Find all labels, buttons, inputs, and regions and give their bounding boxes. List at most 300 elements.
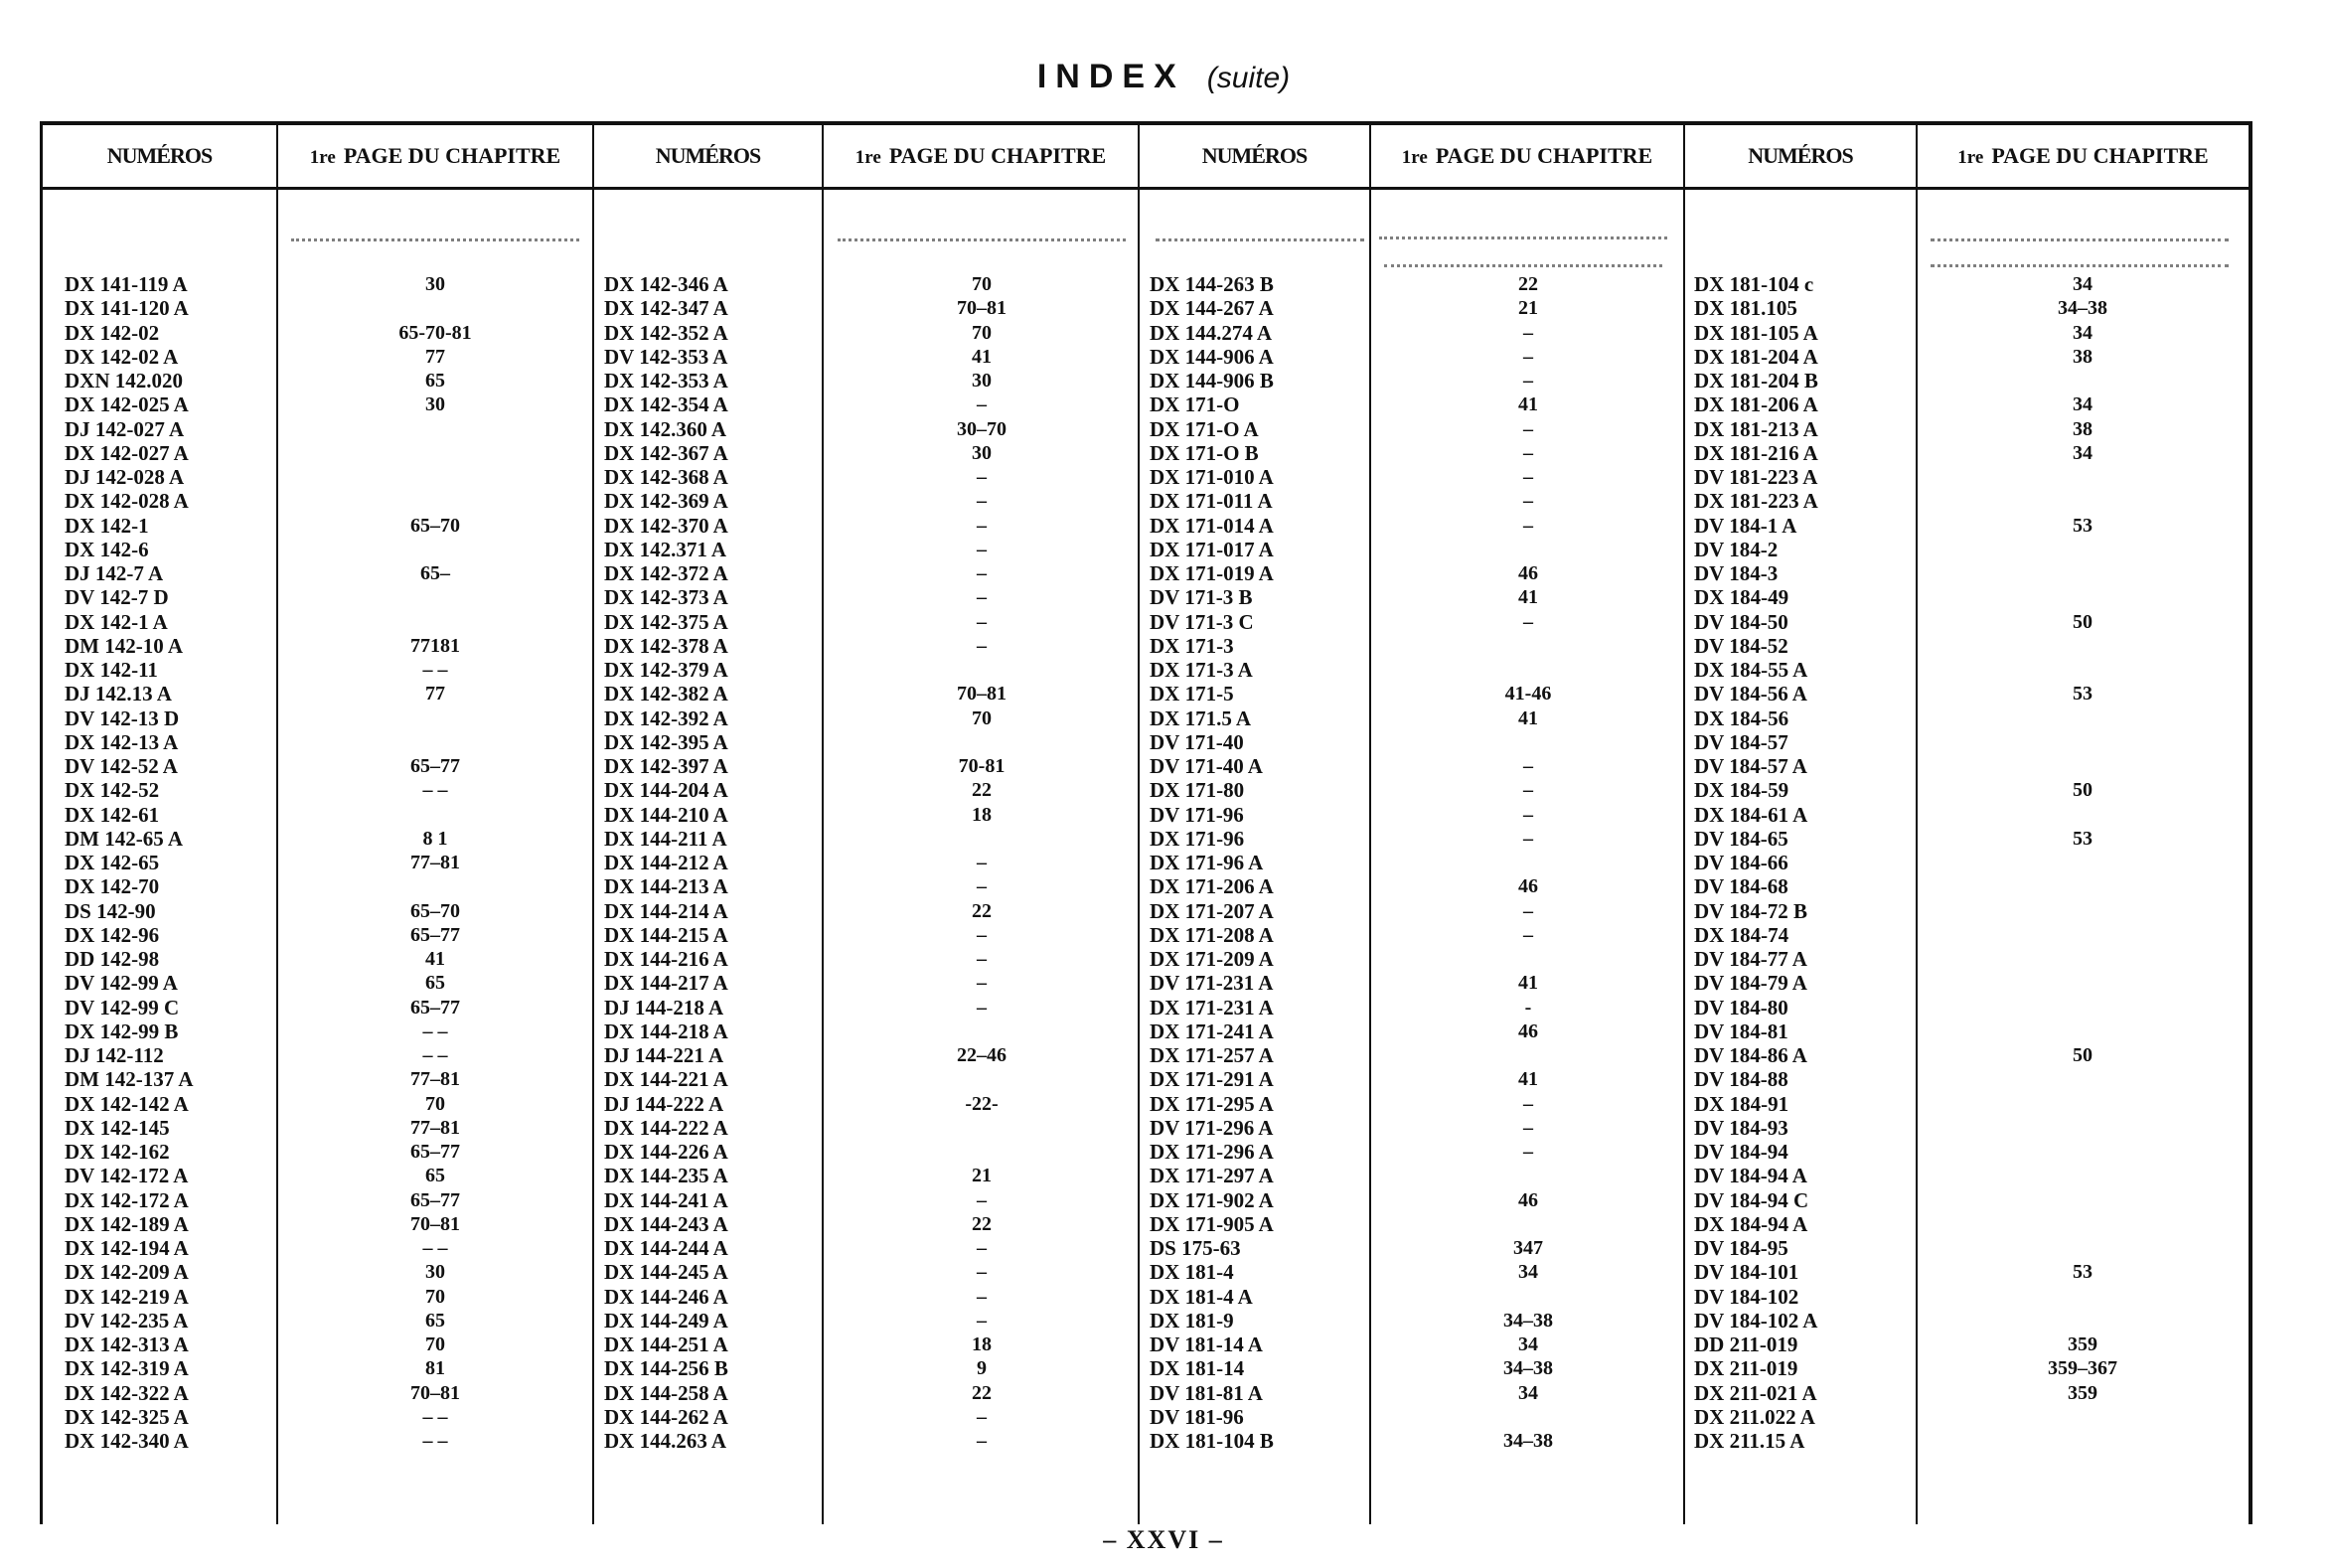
index-entry-number: DV 184-102 xyxy=(1694,1284,1799,1309)
index-entry-page: – xyxy=(1523,321,1533,344)
header-page-label: PAGE DU CHAPITRE xyxy=(1435,143,1653,168)
index-entry-page: 70-81 xyxy=(958,755,1006,777)
index-entry-page xyxy=(281,417,589,441)
index-entry-number: DX 142-352 A xyxy=(604,320,728,345)
index-entry-number: DV 142-52 A xyxy=(65,754,178,778)
index-entry-number: DX 181-9 xyxy=(1150,1308,1234,1333)
index-entry-number: DX 171-O A xyxy=(1150,416,1259,441)
index-entry-page: 41 xyxy=(972,345,992,368)
index-entry-number: DX 141-120 A xyxy=(65,296,189,321)
index-entry-number: DX 142-6 xyxy=(65,537,149,561)
index-entry-number: DM 142-137 A xyxy=(65,1067,194,1092)
column-divider xyxy=(592,125,594,1524)
index-entry-number: DM 142-10 A xyxy=(65,633,183,658)
index-entry-page: – xyxy=(1523,1141,1533,1163)
index-entry-number: DX 171-O B xyxy=(1150,440,1259,465)
index-entry-page xyxy=(1921,1405,2245,1429)
index-entry-number: DX 181-104 B xyxy=(1150,1429,1274,1453)
index-entry-number: DX 142-209 A xyxy=(65,1260,189,1285)
index-entry-number: DV 184-72 B xyxy=(1694,898,1807,923)
index-entry-number: DX 144-906 A xyxy=(1150,344,1274,369)
index-entry-page xyxy=(1921,851,2245,874)
index-entry-number: DX 181-4 xyxy=(1150,1260,1234,1285)
index-entry-number: DX 142-395 A xyxy=(604,729,728,754)
index-entry-page: 65–70 xyxy=(410,899,460,922)
index-entry-number: DX 142-375 A xyxy=(604,609,728,634)
header-page-label: PAGE DU CHAPITRE xyxy=(343,143,561,168)
index-entry-number: DV 171-96 xyxy=(1150,802,1244,827)
index-entry-number: DV 171-3 C xyxy=(1150,609,1254,634)
index-entry-number: DX 144.263 A xyxy=(604,1429,727,1453)
index-entry-number: DX 171-5 xyxy=(1150,682,1234,706)
index-entry-number: DV 171-3 B xyxy=(1150,585,1253,610)
index-entry-number: DX 144-210 A xyxy=(604,802,728,827)
index-entry-page xyxy=(1374,851,1682,874)
index-entry-page: - xyxy=(1524,996,1532,1019)
index-entry-number: DV 142-235 A xyxy=(65,1308,189,1333)
index-entry-number: DV 171-40 xyxy=(1150,729,1244,754)
index-entry-page: -22- xyxy=(965,1092,999,1115)
index-entry-number: DJ 142-028 A xyxy=(65,465,185,489)
index-entry-page: – xyxy=(977,1237,987,1259)
index-entry-page xyxy=(1921,489,2245,513)
index-entry-number: DJ 142-027 A xyxy=(65,416,185,441)
index-entry-page: 46 xyxy=(1518,875,1538,898)
index-entry-page: 30 xyxy=(972,441,992,464)
index-entry-page: 70 xyxy=(425,1285,445,1308)
index-entry-page: 50 xyxy=(2073,779,2093,802)
index-entry-page xyxy=(1374,730,1682,754)
index-entry-page xyxy=(281,585,589,609)
index-entry-page: 18 xyxy=(972,803,992,826)
index-entry-number: DX 171-011 A xyxy=(1150,489,1273,514)
index-entry-number: DJ 144-222 A xyxy=(604,1091,724,1116)
index-entry-page xyxy=(1374,634,1682,658)
index-entry-page: 359 xyxy=(2068,1381,2097,1404)
index-entry-page: – xyxy=(977,1261,987,1284)
index-entry-page: – xyxy=(977,875,987,898)
column-divider xyxy=(276,125,278,1524)
index-entry-page xyxy=(1921,634,2245,658)
index-entry-number: DX 144-216 A xyxy=(604,947,728,971)
index-entry-page: 41 xyxy=(425,948,445,970)
index-entry-page: 34 xyxy=(2073,393,2093,416)
index-entry-page: 30 xyxy=(425,393,445,416)
index-entry-number: DV 184-2 xyxy=(1694,537,1779,561)
page-column-2 xyxy=(828,272,1136,1453)
index-entry-number: DX 142.371 A xyxy=(604,537,727,561)
index-entry-page: – xyxy=(1523,610,1533,633)
index-entry-number: DX 211.15 A xyxy=(1694,1429,1805,1453)
index-entry-page: 65 xyxy=(425,1309,445,1332)
index-entry-number: DX 171-295 A xyxy=(1150,1091,1274,1116)
index-entry-page: – xyxy=(1523,899,1533,922)
index-entry-number: DV 184-94 xyxy=(1694,1140,1788,1164)
index-entry-page: – xyxy=(1523,1092,1533,1115)
index-entry-page xyxy=(1921,1116,2245,1140)
index-entry-page xyxy=(1374,1285,1682,1309)
numeros-column-3 xyxy=(1150,272,1366,1453)
index-entry-page: 34 xyxy=(2073,441,2093,464)
index-entry-number: DX 142-02 A xyxy=(65,344,179,369)
index-entry-number: DX 184-94 A xyxy=(1694,1211,1808,1236)
index-entry-page: 18 xyxy=(972,1333,992,1355)
index-entry-page: – – xyxy=(422,1237,448,1259)
index-entry-page: 30 xyxy=(425,1261,445,1284)
index-entry-page: 22 xyxy=(972,1381,992,1404)
index-entry-number: DX 171.5 A xyxy=(1150,706,1252,730)
index-entry-number: DX 171-017 A xyxy=(1150,537,1274,561)
index-entry-number: DX 144-204 A xyxy=(604,778,728,803)
index-entry-page: – xyxy=(977,514,987,537)
index-entry-number: DV 171-296 A xyxy=(1150,1115,1274,1140)
index-entry-number: DX 142-392 A xyxy=(604,706,728,730)
index-entry-page xyxy=(1921,754,2245,778)
index-entry-page: 34–38 xyxy=(1503,1357,1553,1380)
index-entry-number: DX 144-256 B xyxy=(604,1356,728,1381)
index-entry-number: DX 181-206 A xyxy=(1694,392,1818,417)
index-entry-page xyxy=(1374,658,1682,682)
index-entry-number: DX 184-74 xyxy=(1694,922,1789,947)
index-entry-page: – xyxy=(1523,827,1533,850)
index-entry-number: DV 142-172 A xyxy=(65,1164,189,1188)
index-entry-page xyxy=(1921,1019,2245,1043)
index-entry-page: 41 xyxy=(1518,972,1538,995)
index-entry-number: DX 171-96 xyxy=(1150,826,1245,851)
index-entry-number: DX 142-96 xyxy=(65,922,160,947)
index-entry-number: DX 171-O xyxy=(1150,392,1240,417)
index-entry-number: DX 142-189 A xyxy=(65,1211,189,1236)
index-entry-page xyxy=(1374,1043,1682,1067)
index-entry-number: DX 144-243 A xyxy=(604,1211,728,1236)
index-entry-number: DV 184-94 C xyxy=(1694,1187,1809,1212)
index-entry-number: DV 184-57 A xyxy=(1694,754,1807,778)
index-entry-page: 41 xyxy=(1518,586,1538,609)
index-entry-page: 53 xyxy=(2073,827,2093,850)
index-entry-number: DV 184-1 A xyxy=(1694,513,1797,538)
index-entry-number: DX 142-025 A xyxy=(65,392,189,417)
index-entry-number: DX 211.022 A xyxy=(1694,1404,1815,1429)
index-entry-page: – xyxy=(1523,345,1533,368)
index-entry-page: – xyxy=(977,1430,987,1452)
index-entry-number: DV 142-99 C xyxy=(65,995,180,1019)
index-entry-page: 65 xyxy=(425,370,445,392)
index-entry-number: DX 142-027 A xyxy=(65,440,189,465)
index-entry-number: DX 171-905 A xyxy=(1150,1211,1274,1236)
index-entry-number: DX 171-010 A xyxy=(1150,465,1274,489)
index-entry-number: DX 142-370 A xyxy=(604,513,728,538)
index-table xyxy=(40,121,2252,1524)
index-entry-number: DX 142-379 A xyxy=(604,658,728,682)
index-entry-page xyxy=(1921,874,2245,898)
index-entry-number: DV 184-77 A xyxy=(1694,947,1807,971)
index-entry-number: DX 171-297 A xyxy=(1150,1164,1274,1188)
index-entry-number: DX 142-373 A xyxy=(604,585,728,610)
index-entry-number: DX 144-906 B xyxy=(1150,369,1274,392)
index-entry-number: DX 144-222 A xyxy=(604,1115,728,1140)
index-entry-page: – xyxy=(977,634,987,657)
index-entry-number: DS 175-63 xyxy=(1150,1236,1241,1260)
index-entry-page: – xyxy=(1523,370,1533,392)
index-entry-page: 65– xyxy=(420,562,450,584)
index-entry-number: DV 184-79 A xyxy=(1694,971,1807,996)
index-entry-page: 22 xyxy=(972,779,992,802)
index-entry-number: DX 181-104 c xyxy=(1694,272,1814,296)
index-entry-page: 70–81 xyxy=(957,297,1007,320)
index-entry-page: – xyxy=(977,923,987,946)
index-entry-page: – xyxy=(1523,803,1533,826)
index-entry-number: DX 171-902 A xyxy=(1150,1187,1274,1212)
index-entry-number: DX 171-80 xyxy=(1150,778,1245,803)
index-entry-page xyxy=(1374,1212,1682,1236)
index-entry-number: DV 184-3 xyxy=(1694,561,1779,585)
index-entry-number: DX 144-249 A xyxy=(604,1308,728,1333)
index-entry-page: – xyxy=(977,1188,987,1211)
index-entry-page: 77–81 xyxy=(410,852,460,873)
index-entry-number: DX 211-019 xyxy=(1694,1356,1798,1381)
index-entry-page xyxy=(1921,730,2245,754)
index-entry-page: 46 xyxy=(1518,1019,1538,1042)
index-entry-number: DX 144-214 A xyxy=(604,898,728,923)
index-entry-page: – xyxy=(1523,923,1533,946)
index-entry-number: DV 142-353 A xyxy=(604,344,728,369)
index-entry-page xyxy=(281,803,589,827)
index-entry-number: DX 142-70 xyxy=(65,874,160,899)
index-entry-number: DX 142-194 A xyxy=(65,1236,189,1260)
index-entry-number: DX 184-91 xyxy=(1694,1091,1789,1116)
index-entry-number: DX 144-263 B xyxy=(1150,272,1274,296)
index-entry-number: DX 142.360 A xyxy=(604,416,727,441)
header-page-du-chapitre xyxy=(824,125,1138,187)
index-entry-number: DX 144-245 A xyxy=(604,1260,728,1285)
index-entry-page: 34–38 xyxy=(1503,1309,1553,1332)
index-entry-number: DX 171-209 A xyxy=(1150,947,1274,971)
index-entry-number: DX 142-1 A xyxy=(65,609,168,634)
index-entry-number: DX 142-353 A xyxy=(604,369,728,392)
index-entry-page xyxy=(281,610,589,634)
index-entry-number: DX 181-105 A xyxy=(1694,320,1818,345)
index-entry-page xyxy=(1374,538,1682,561)
header-page-du-chapitre xyxy=(278,125,592,187)
index-entry-number: DX 181-216 A xyxy=(1694,440,1818,465)
index-entry-number: DX 171-257 A xyxy=(1150,1043,1274,1067)
index-entry-page: – – xyxy=(422,1019,448,1042)
index-entry-number: DV 184-88 xyxy=(1694,1067,1788,1092)
scan-dotted-line xyxy=(1384,264,1662,269)
index-entry-number: DX 144-212 A xyxy=(604,851,728,874)
scan-dotted-line xyxy=(1931,264,2229,269)
index-entry-number: DX 142-325 A xyxy=(65,1404,189,1429)
index-entry-page: – xyxy=(1523,1116,1533,1139)
index-entry-number: DX 144-218 A xyxy=(604,1019,728,1043)
index-entry-number: DX 181.105 xyxy=(1694,296,1797,321)
index-entry-page: 9 xyxy=(977,1357,987,1380)
index-entry-number: DX 142-369 A xyxy=(604,489,728,514)
index-entry-page: – xyxy=(1523,417,1533,440)
index-entry-page: – xyxy=(977,393,987,416)
index-entry-number: DX 142-142 A xyxy=(65,1091,189,1116)
index-entry-number: DX 142-368 A xyxy=(604,465,728,489)
index-entry-page xyxy=(828,1116,1136,1140)
header-page-prefix: 1re xyxy=(854,147,881,168)
index-entry-number: DX 142-354 A xyxy=(604,392,728,417)
index-entry-page: – – xyxy=(422,1044,448,1066)
index-entry-number: DX 142-028 A xyxy=(65,489,189,514)
index-entry-page xyxy=(828,730,1136,754)
index-entry-page: 41 xyxy=(1518,1068,1538,1091)
index-entry-page: 65–77 xyxy=(410,923,460,946)
index-entry-number: DX 142-145 xyxy=(65,1115,170,1140)
index-entry-number: DV 181-81 A xyxy=(1150,1380,1263,1405)
index-title: INDEX xyxy=(1036,58,1185,95)
index-entry-number: DV 184-56 A xyxy=(1694,682,1807,706)
index-entry-page xyxy=(281,874,589,898)
index-entry-number: DX 142-52 xyxy=(65,778,160,803)
index-entry-page: 41 xyxy=(1518,393,1538,416)
index-entry-number: DV 184-93 xyxy=(1694,1115,1788,1140)
index-entry-page: – – xyxy=(422,1430,448,1452)
index-entry-page: 50 xyxy=(2073,1044,2093,1066)
index-entry-page xyxy=(1374,1405,1682,1429)
index-entry-number: DV 184-94 A xyxy=(1694,1164,1807,1188)
column-divider xyxy=(1369,125,1371,1524)
index-entry-number: DX 171-291 A xyxy=(1150,1067,1274,1092)
column-divider xyxy=(1683,125,1685,1524)
index-entry-page xyxy=(828,1140,1136,1164)
index-entry-page: 34–38 xyxy=(1503,1430,1553,1452)
index-entry-number: DX 184-59 xyxy=(1694,778,1789,803)
index-entry-page: 30–70 xyxy=(957,417,1007,440)
index-entry-page: 77 xyxy=(425,345,445,368)
index-entry-number: DV 184-80 xyxy=(1694,995,1788,1019)
index-entry-number: DX 141-119 A xyxy=(65,272,188,296)
index-entry-page: 70–81 xyxy=(410,1381,460,1404)
index-entry-page xyxy=(1921,1140,2245,1164)
index-entry-page: – xyxy=(1523,514,1533,537)
index-entry-page: 65–70 xyxy=(410,514,460,537)
index-entry-page: – xyxy=(977,466,987,488)
index-entry-page: 53 xyxy=(2073,683,2093,706)
index-entry-number: DV 184-57 xyxy=(1694,729,1788,754)
index-entry-page: 50 xyxy=(2073,610,2093,633)
index-entry-page: 22–46 xyxy=(957,1044,1007,1066)
index-entry-page xyxy=(1921,1212,2245,1236)
index-entry-page: 30 xyxy=(425,273,445,295)
index-entry-page: 53 xyxy=(2073,514,2093,537)
index-entry-page xyxy=(1921,538,2245,561)
index-entry-number: DX 144-258 A xyxy=(604,1380,728,1405)
index-entry-page: 359 xyxy=(2068,1333,2097,1355)
index-entry-number: DX 142-02 xyxy=(65,320,160,345)
numeros-column-4 xyxy=(1694,272,1913,1453)
index-entry-number: DX 142-219 A xyxy=(65,1284,189,1309)
index-entry-number: DX 171-208 A xyxy=(1150,922,1274,947)
index-entry-number: DV 184-52 xyxy=(1694,633,1788,658)
index-entry-page: – xyxy=(977,996,987,1019)
scan-dotted-line xyxy=(838,238,1126,243)
index-entry-page: – xyxy=(1523,441,1533,464)
index-entry-page: – xyxy=(977,1285,987,1308)
index-entry-number: DV 184-68 xyxy=(1694,874,1788,899)
index-entry-number: DX 144-235 A xyxy=(604,1164,728,1188)
index-entry-page xyxy=(1921,923,2245,947)
index-entry-page: 34–38 xyxy=(2058,297,2107,320)
index-entry-page xyxy=(1921,803,2245,827)
index-entry-page: 70 xyxy=(425,1092,445,1115)
index-entry-number: DXN 142.020 xyxy=(65,369,183,392)
header-numeros: NUMÉROS xyxy=(106,143,213,168)
index-entry-number: DV 184-81 xyxy=(1694,1019,1788,1043)
header-page-prefix: 1re xyxy=(1401,147,1428,168)
index-entry-page: 77 xyxy=(425,683,445,706)
index-entry-number: DJ 144-218 A xyxy=(604,995,724,1019)
column-divider xyxy=(822,125,824,1524)
index-entry-number: DX 184-61 A xyxy=(1694,802,1808,827)
index-entry-page: – – xyxy=(422,659,448,681)
index-entry-number: DV 142-99 A xyxy=(65,971,178,996)
index-entry-page: – xyxy=(977,538,987,560)
index-entry-number: DX 142-322 A xyxy=(65,1380,189,1405)
index-entry-number: DX 144-213 A xyxy=(604,874,728,899)
index-entry-page: 81 xyxy=(425,1357,445,1380)
index-entry-page xyxy=(281,706,589,730)
index-entry-number: DX 171-231 A xyxy=(1150,995,1274,1019)
index-entry-page xyxy=(1921,899,2245,923)
index-entry-number: DX 142-313 A xyxy=(65,1333,189,1356)
index-entry-page: 70–81 xyxy=(410,1212,460,1235)
index-entry-page: 22 xyxy=(972,1212,992,1235)
index-entry-page: – – xyxy=(422,1405,448,1428)
index-entry-page: 21 xyxy=(972,1165,992,1187)
index-entry-number: DX 142-13 A xyxy=(65,729,179,754)
header-page-prefix: 1re xyxy=(309,147,336,168)
index-entry-number: DX 144-251 A xyxy=(604,1333,728,1356)
index-entry-number: DX 171-3 xyxy=(1150,633,1234,658)
index-entry-number: DX 181-213 A xyxy=(1694,416,1818,441)
index-entry-page xyxy=(281,441,589,465)
index-entry-page: 77–81 xyxy=(410,1116,460,1139)
numeros-column-2 xyxy=(604,272,818,1453)
index-entry-page: 34 xyxy=(2073,273,2093,295)
index-entry-number: DX 142-346 A xyxy=(604,272,728,296)
index-entry-page xyxy=(1921,1236,2245,1260)
index-entry-page: 34 xyxy=(1518,1381,1538,1404)
index-entry-number: DX 142-172 A xyxy=(65,1187,189,1212)
index-entry-page xyxy=(1921,1285,2245,1309)
index-entry-number: DX 184-49 xyxy=(1694,585,1789,610)
index-entry-number: DV 181-14 A xyxy=(1150,1333,1263,1356)
scan-dotted-line xyxy=(291,238,579,243)
index-entry-page: – – xyxy=(422,779,448,802)
index-entry-number: DJ 142.13 A xyxy=(65,682,172,706)
index-entry-page xyxy=(1921,1429,2245,1453)
index-entry-page: 34 xyxy=(1518,1333,1538,1355)
index-entry-page xyxy=(1921,706,2245,730)
index-entry-number: DV 184-86 A xyxy=(1694,1043,1807,1067)
index-entry-number: DX 144.274 A xyxy=(1150,320,1273,345)
header-page-du-chapitre xyxy=(1371,125,1683,187)
index-entry-number: DX 171-014 A xyxy=(1150,513,1274,538)
index-entry-number: DX 171-241 A xyxy=(1150,1019,1274,1043)
index-entry-number: DX 181-204 B xyxy=(1694,369,1818,392)
index-entry-page: 21 xyxy=(1518,297,1538,320)
index-entry-number: DV 142-7 D xyxy=(65,585,169,610)
header-numeros: NUMÉROS xyxy=(655,143,761,168)
index-entry-page: – xyxy=(1523,755,1533,777)
index-entry-page xyxy=(828,658,1136,682)
index-entry-page: 65 xyxy=(425,1165,445,1187)
index-entry-number: DX 142-340 A xyxy=(65,1429,189,1453)
